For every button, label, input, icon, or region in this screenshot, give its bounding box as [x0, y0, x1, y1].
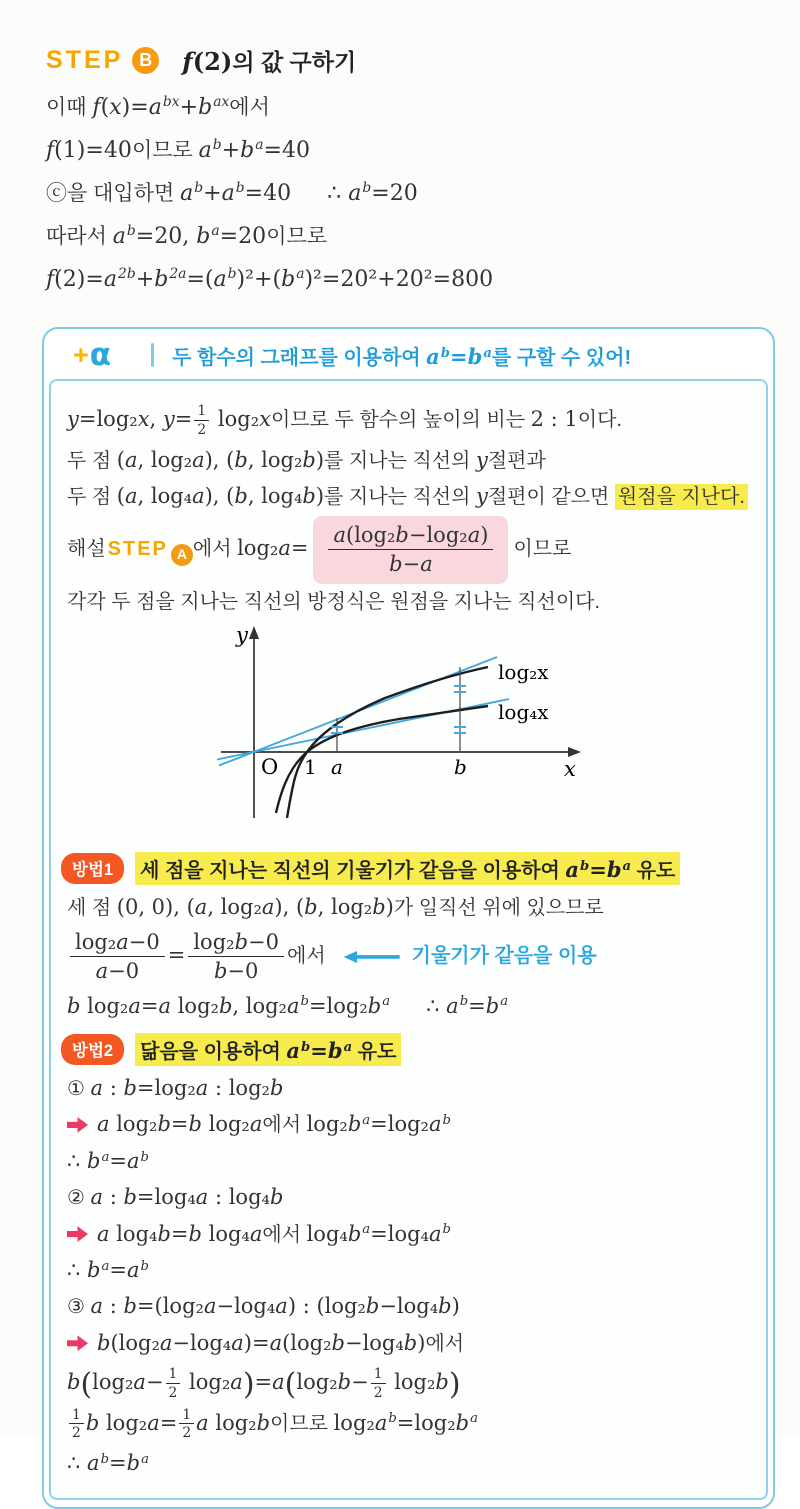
method1-line-2: $\frac{\text{log₂a−0}}{a-0}$ = $\frac{\text{log₂b−0}}{b-0}$ 에서 기울기가 같음을 이용: [67, 930, 750, 983]
log4x-label: log₄x: [498, 699, 549, 724]
method1-badge: 방법1: [61, 853, 124, 884]
method2-badge: 방법2: [61, 1034, 124, 1065]
intro-line-2: 두 점 (a, log₂a), (b, log₂b)를 지나는 직선의 y절편과: [67, 447, 546, 472]
left-arrow-icon: [344, 950, 400, 963]
step-a-badge: A: [171, 544, 193, 566]
explanation-panel: [49, 379, 768, 1500]
method2-item2-conclusion: ∴ $b^a=a^b$: [67, 1257, 149, 1282]
method2-item3-expansion: b(log₂a− $\frac{1}{2}$ log₂a)=a(log₂b− $\frac{1}{2}$ log₂b): [67, 1366, 461, 1402]
method2-item2-derivation: a log₄b=b log₄a에서 $\log_4b^a=\log_4a^b$: [67, 1218, 750, 1251]
step-b-section: [0, 0, 800, 302]
pink-highlight-box: $\frac{\text{a(log₂b−log₂a)}}{b-a}$: [313, 516, 508, 583]
plus-icon: +: [73, 339, 89, 370]
method2-item1-derivation: a log₂b=b log₂a에서 $\log_2b^a=\log_2a^b$: [67, 1108, 750, 1141]
method2-item1-conclusion: ∴ $b^a=a^b$: [67, 1148, 149, 1173]
method2-item3-head: ③ a : b=(log₂a−log₄a) : (log₂b−log₄b): [67, 1294, 460, 1319]
log-graph: [183, 622, 613, 837]
method1-line-3: b log₂a=a log₂b, $\log_2a^b=\log_2b^a$ ∴ $a^b=b^a$: [67, 993, 509, 1018]
step-b-badge: B: [132, 47, 159, 74]
log2x-curve: [287, 667, 488, 818]
method2-heading: [61, 1033, 750, 1066]
method2-title: 닮음을 이용하여 $a^b=b^a$ 유도: [135, 1033, 401, 1066]
solution-line-2: f(1)=40이므로 $a^b+b^a=40$: [46, 137, 311, 163]
method1-heading: [61, 852, 750, 885]
origin-label: O: [261, 754, 279, 779]
divider: [151, 343, 154, 367]
intro-line-1: y=log₂x, y= $\frac{1}{2}$ log₂x이므로 두 함수의 높이의 비는 2 : 1이다.: [67, 402, 622, 438]
y-axis-arrow: [249, 626, 259, 639]
plus-alpha-box: [42, 327, 775, 1509]
step-label: STEP: [46, 46, 124, 74]
alpha-icon: α: [89, 336, 112, 373]
log-graph-figure: [183, 622, 750, 842]
solution-line-3: ⓒ을 대입하면 $a^b+a^b=40$ ∴ $a^b=20$: [46, 180, 418, 206]
right-arrow-icon: [67, 1335, 88, 1352]
method1-line-1: 세 점 (0, 0), (a, log₂a), (b, log₂b)가 일직선 위에 있으므로: [67, 894, 604, 919]
method2-item3-conclusion: ∴ $a^b=b^a$: [67, 1451, 149, 1476]
one-label: 1: [304, 754, 317, 779]
method2-item3-derivation: b(log₂a−log₄a)=a(log₂b−log₄b)에서: [67, 1327, 750, 1360]
solution-line-4: 따라서 $a^b=20$, $b^a=20$이므로: [46, 223, 328, 249]
solution-line-1: 이때 $f(x)=a^{bx}+b^{ax}$에서: [46, 94, 270, 120]
step-b-title: f(2)의 값 구하기: [182, 47, 357, 76]
b-label: b: [454, 754, 467, 779]
x-axis-arrow: [568, 747, 581, 757]
a-label: a: [331, 754, 343, 779]
solution-line-5: $f(2)=a^{2b}+b^{2a}=(a^b)^2+(b^a)^2=20^2+20^2=800$: [46, 266, 494, 292]
origin-line: 각각 두 점을 지나는 직선의 방정식은 원점을 지나는 직선이다.: [67, 590, 601, 613]
box-title: 두 함수의 그래프를 이용하여 $a^b=b^a$를 구할 수 있어!: [172, 343, 632, 369]
right-arrow-icon: [67, 1226, 88, 1243]
y-axis-label: y: [236, 622, 248, 647]
method2-item3-simplify: $\frac{1}{2}$ b log₂a= $\frac{1}{2}$ a log₂b이므로 $\log_2a^b=\log_2b^a$: [67, 1407, 750, 1442]
intro-line-3: 두 점 (a, log₄a), (b, log₄b)를 지나는 직선의 y절편이 같으면 원점을 지난다.: [67, 480, 750, 513]
step-b-heading: [46, 44, 760, 77]
method2-item2-head: ② a : b=log₄a : log₄b: [67, 1185, 284, 1210]
haeseol-line: 해설 STEP A 에서 log₂a= $\frac{\text{a(log₂b−log₂a)}}{b-a}$ 이므로: [67, 516, 750, 583]
right-arrow-icon: [67, 1116, 88, 1133]
plus-alpha-header: [49, 337, 768, 379]
method1-title: 세 점을 지나는 직선의 기울기가 같음을 이용하여 $a^b=b^a$ 유도: [135, 852, 680, 885]
log2x-label: log₂x: [498, 659, 549, 684]
method2-item1-head: ① a : b=log₂a : log₂b: [67, 1076, 284, 1101]
x-axis-label: x: [564, 756, 576, 781]
